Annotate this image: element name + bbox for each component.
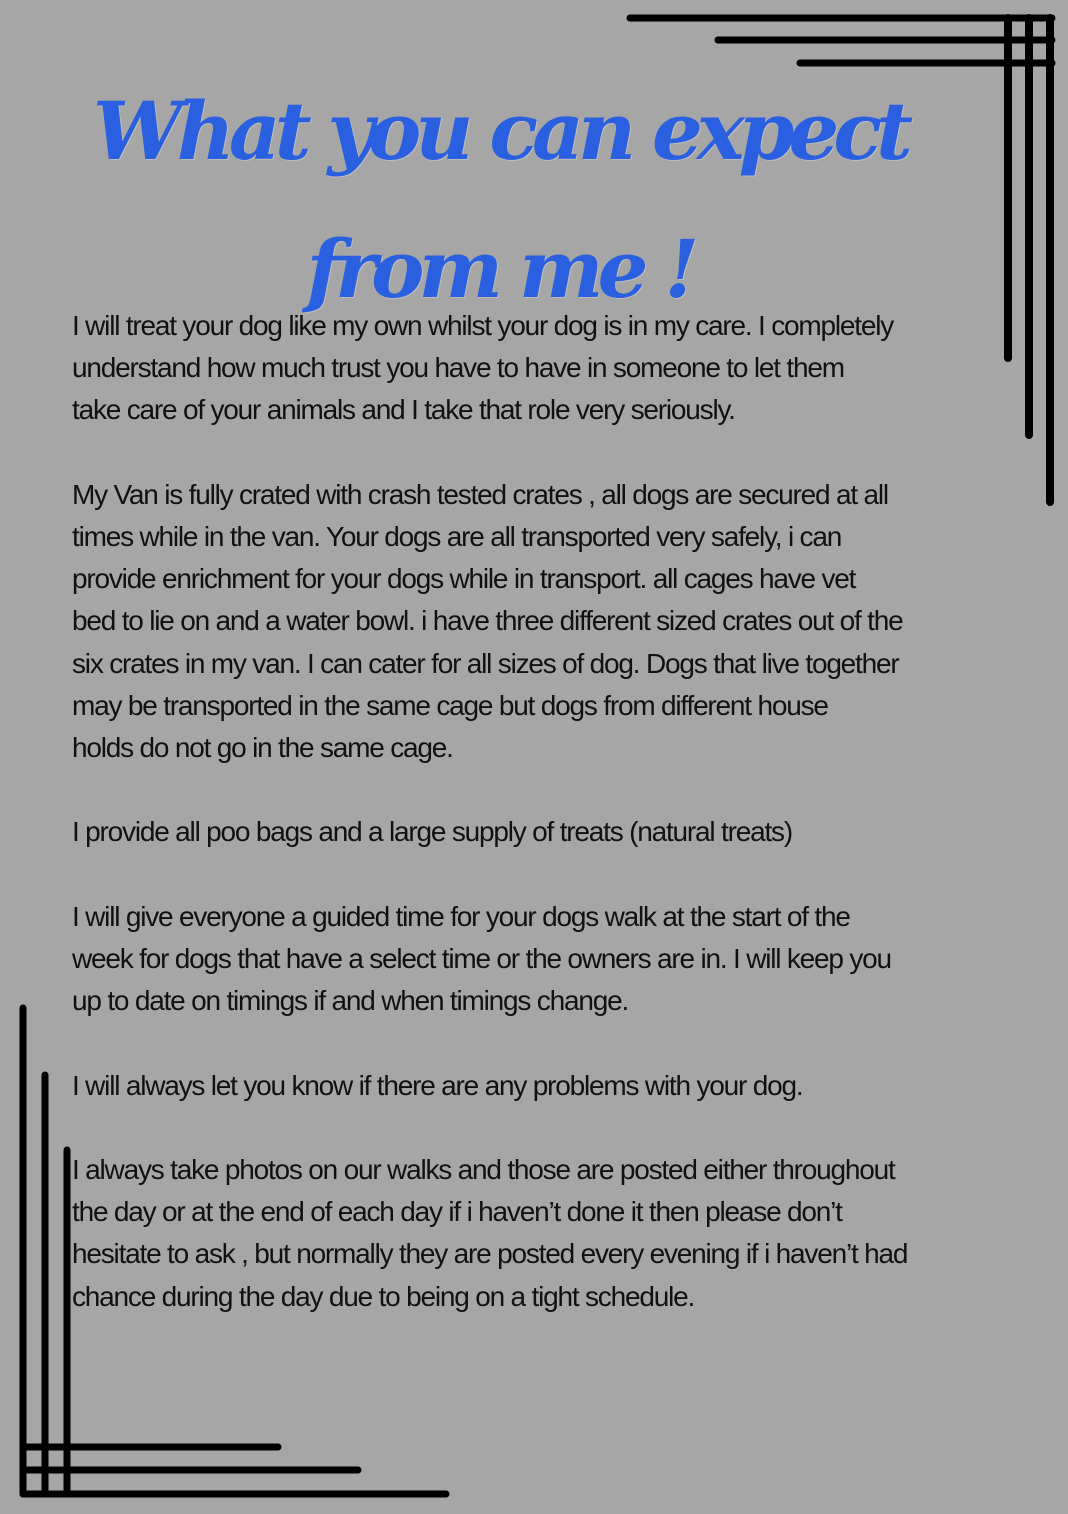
title-line-1: What you can expect bbox=[92, 84, 908, 178]
paragraph-photos: I always take photos on our walks and those are posted either throughout the day or at the end of each day if i haven’t done it then please don’t hesitate to ask , but normally they are posted every evening if i haven’t had chance during the day due to being on a tight schedule. bbox=[72, 1153, 908, 1312]
title-line-2: from me ! bbox=[306, 222, 694, 316]
paragraph-problems: I will always let you know if there are any problems with your dog. bbox=[72, 1069, 803, 1101]
paragraph-supplies: I provide all poo bags and a large supply of treats (natural treats) bbox=[72, 816, 792, 848]
body-text bbox=[72, 305, 1032, 1360]
paragraph-van: My Van is fully crated with crash tested crates , all dogs are secured at all times while in the van. Your dogs are all transported very safely, i can provide enrichment for your dogs while in transport. all cages have vet bed to lie on and a water bowl. i have three different sized crates out of the six crates in my van. I can cater for all sizes of dog. Dogs that live together may be transported in the same cage but dogs from different house holds do not go in the same cage. bbox=[72, 478, 903, 764]
paragraph-timing: I will give everyone a guided time for your dogs walk at the start of the week for dogs that have a select time or the owners are in. I will keep you up to date on timings if and when timings change. bbox=[72, 900, 891, 1017]
page-title bbox=[60, 62, 940, 338]
paragraph-care: I will treat your dog like my own whilst your dog is in my care. I completely understand how much trust you have to have in someone to let them take care of your animals and I take that role very seriously. bbox=[72, 310, 894, 426]
